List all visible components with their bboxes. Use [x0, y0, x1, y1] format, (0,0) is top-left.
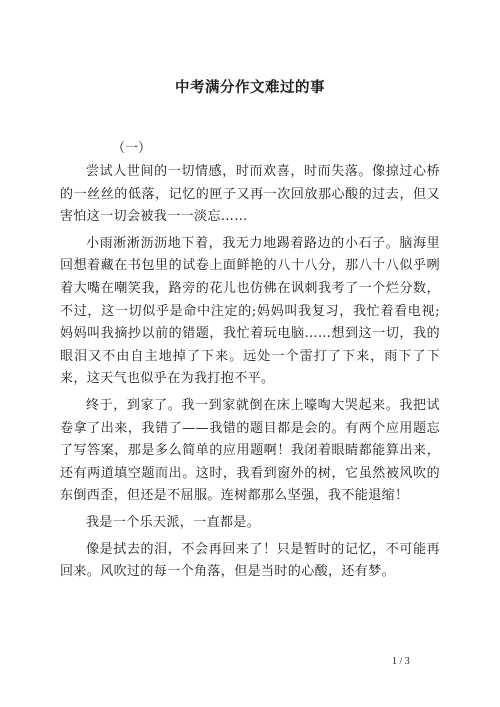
paragraph: 小雨淅淅沥沥地下着，我无力地踢着路边的小石子。脑海里回想着藏在书包里的试卷上面鲜艳的八十八分，那八十八似乎咧着大嘴在嘲笑我，路旁的花儿也仿佛在讽刺我考了一个烂分数，不过，这一切似乎是命中注定的;妈妈叫我复习，我忙着看电视;妈妈叫我摘抄以前的错题，我忙着玩电脑……想到这一切，我的眼泪又不由自主地掉了下来。远处一个雷打了下来，雨下了下来，这天气也似乎在为我打抱不平。 — [60, 235, 440, 387]
paragraph: 像是拭去的泪，不会再回来了！只是暂时的记忆，不可能再回来。风吹过的每一个角落，但是当时的心酸，还有梦。 — [60, 541, 440, 580]
section-marker: （一） — [112, 141, 152, 156]
document-title: 中考满分作文难过的事 — [175, 79, 325, 96]
paragraph: 我是一个乐天派，一直都是。 — [86, 514, 261, 530]
page-number: 1 / 3 — [392, 656, 410, 667]
document-body — [60, 161, 440, 588]
paragraph: 尝试人世间的一切情感，时而欢喜，时而失落。像掠过心桥的一丝丝的低落，记忆的匣子又再一次回放那心酸的过去，但又害怕这一切会被我一一淡忘…… — [60, 164, 440, 225]
paragraph: 终于，到家了。我一到家就倒在床上嚎啕大哭起来。我把试卷拿了出来，我错了——我错的题目都是会的。有两个应用题忘了写答案，那是多么简单的应用题啊！我闭着眼睛都能算出来，还有两道填空题而出。这时，我看到窗外的树，它虽然被风吹的东倒西歪，但还是不屈服。连树都那么坚强，我不能退缩！ — [60, 397, 440, 504]
